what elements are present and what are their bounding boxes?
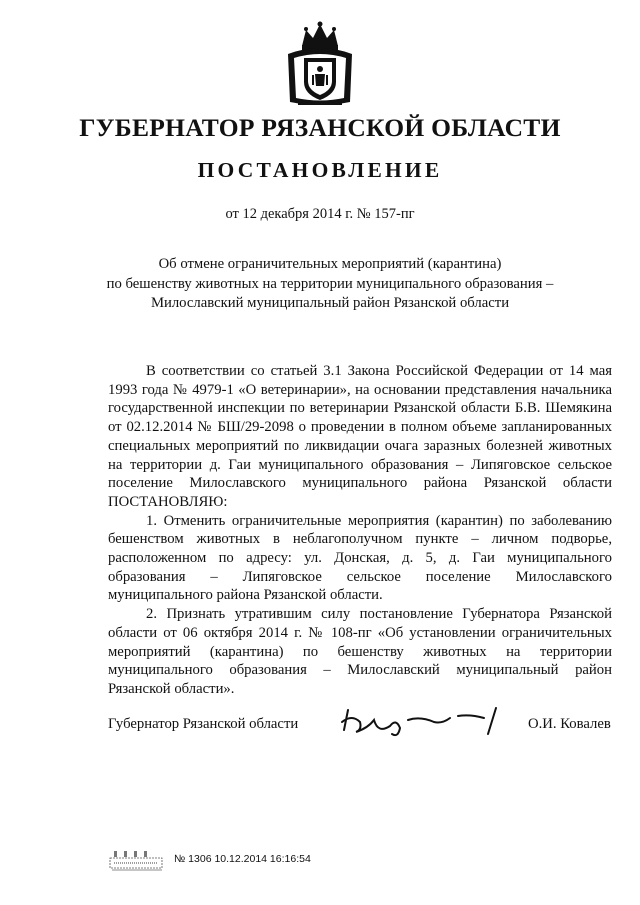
registration-stamp-icon [108,848,168,872]
document-body [108,362,612,699]
issuer-heading: ГУБЕРНАТОР РЯЗАНСКОЙ ОБЛАСТИ [79,113,561,142]
signatory-name: О.И. Ковалев [528,716,611,732]
signatory-position: Губернатор Рязанской области [108,716,299,732]
registration-number: № 1306 10.12.2014 16:16:54 [174,853,311,865]
coat-of-arms-icon [284,20,356,106]
body-paragraph-item-1: 1. Отменить ограничительные мероприятия (карантин) по заболеванию бешенством животных в неблагополучном пункте – личном подворье, расположенном по адресу: ул. Донская, д. 5, д. Гаи муниципального образования – Липяговское сельское поселение Милославского муниципального района Рязанской области. [108,512,612,604]
title-line: Милославский муниципальный район Рязанской области [150,295,510,311]
document-date-number: от 12 декабря 2014 г. № 157-пг [225,206,415,222]
body-paragraph-item-2: 2. Признать утратившим силу постановление Губернатора Рязанской области от 06 октября 2014 г. № 108-пг «Об установлении ограничительных мероприятий (карантина) по бешенству животных на территории муниципального образования – Милославский муниципальный район Рязанской области». [108,606,612,697]
body-paragraph-preamble: В соответствии со статьей 3.1 Закона Российской Федерации от 14 мая 1993 года № 4979-1 «О ветеринарии», на основании представления начальника государственной инспекции по ветеринарии Рязанской области Б.В. Шемякина от 02.12.2014 № БШ/29-2098 о проведении в полном объеме запланированных специальных мероприятий по ликвидации очага заразных болезней животных на территории д. Гаи муниципального образования – Липяговское сельское поселение Милославского муниципального района Рязанской области ПОСТАНОВЛЯЮ: [108,363,612,510]
handwritten-signature [338,704,512,738]
document-title [70,255,590,314]
document-type: ПОСТАНОВЛЕНИЕ [197,158,443,182]
title-line: по бешенству животных на территории муниципального образования – [106,275,554,292]
title-line: Об отмене ограничительных мероприятий (карантина) [158,256,502,272]
